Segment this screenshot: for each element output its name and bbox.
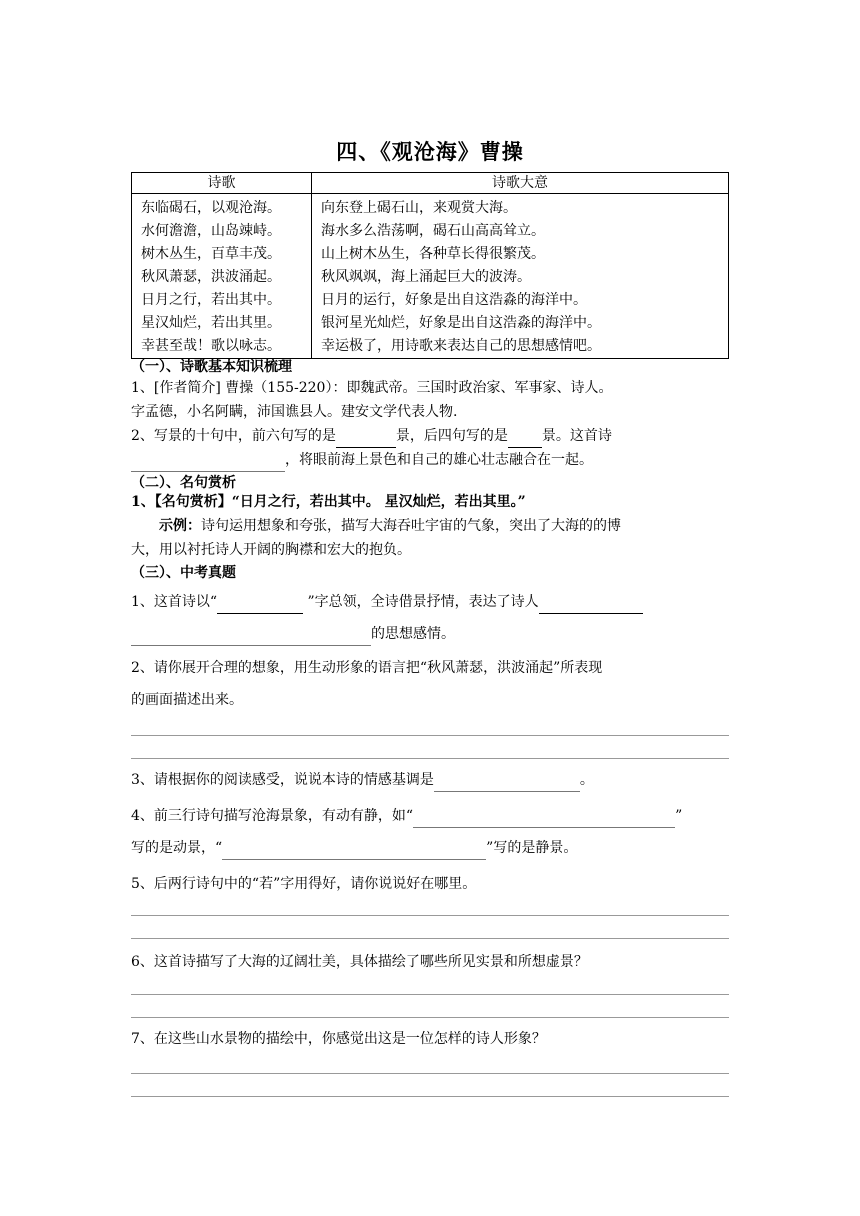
column-header-meaning: 诗歌大意 bbox=[312, 173, 729, 194]
question-scenery-cont bbox=[131, 448, 729, 472]
answer-blank[interactable] bbox=[131, 627, 371, 646]
section-heading-exam: （三）、中考真题 bbox=[131, 565, 236, 581]
answer-line[interactable] bbox=[131, 915, 729, 916]
section-heading-famous-lines: （二）、名句赏析 bbox=[131, 475, 236, 491]
question-label: 1、【名句赏析】 bbox=[131, 494, 232, 510]
meaning-line: 银河星光灿烂，好象是出自这浩淼的海洋中。 bbox=[312, 312, 729, 335]
famous-quote: “日月之行，若出其中。 星汉灿烂，若出其里。” bbox=[231, 494, 526, 510]
table-row bbox=[132, 335, 729, 359]
question-text: 2、写景的十句中，前六句写的是 bbox=[131, 428, 336, 444]
meaning-line: 海水多么浩荡啊，碣石山高高耸立。 bbox=[312, 220, 729, 243]
question-text: 的思想感情。 bbox=[371, 626, 455, 642]
answer-blank[interactable] bbox=[131, 453, 285, 472]
exam-question-1 bbox=[131, 590, 729, 614]
meaning-line: 向东登上碣石山，来观赏大海。 bbox=[312, 194, 729, 221]
question-text: ”写的是静景。 bbox=[486, 840, 578, 856]
table-row bbox=[132, 312, 729, 335]
author-intro-line-1: 1、[作者简介] 曹操（155-220）：即魏武帝。三国时政治家、军事家、诗人。 bbox=[131, 380, 613, 396]
question-scenery bbox=[131, 424, 729, 448]
answer-line[interactable] bbox=[131, 735, 729, 736]
example-label: 示例： bbox=[159, 518, 201, 534]
meaning-line: 日月的运行，好象是出自这浩淼的海洋中。 bbox=[312, 289, 729, 312]
table-row bbox=[132, 194, 729, 221]
question-text: ” bbox=[675, 808, 683, 824]
answer-blank[interactable] bbox=[336, 429, 396, 448]
answer-line[interactable] bbox=[131, 938, 729, 939]
question-text: 3、请根据你的阅读感受，说说本诗的情感基调是 bbox=[131, 772, 434, 788]
meaning-line: 幸运极了，用诗歌来表达自己的思想感情吧。 bbox=[312, 335, 729, 359]
question-text: 。 bbox=[579, 772, 594, 788]
answer-blank[interactable] bbox=[539, 595, 643, 614]
question-text: 写的是动景，“ bbox=[131, 840, 223, 856]
answer-blank[interactable] bbox=[217, 595, 303, 614]
answer-line[interactable] bbox=[131, 1073, 729, 1074]
answer-blank[interactable] bbox=[413, 809, 675, 828]
table-row bbox=[132, 266, 729, 289]
exam-question-4 bbox=[131, 804, 729, 828]
question-text: 景。这首诗 bbox=[541, 428, 612, 444]
table-row bbox=[132, 289, 729, 312]
answer-line[interactable] bbox=[131, 994, 729, 995]
answer-line[interactable] bbox=[131, 1017, 729, 1018]
exam-question-2-line-2: 的画面描述出来。 bbox=[131, 692, 243, 708]
famous-line-question bbox=[131, 490, 729, 514]
example-text: 诗句运用想象和夸张，描写大海吞吐宇宙的气象，突出了大海的的博 bbox=[201, 518, 621, 534]
exam-question-5: 5、后两行诗句中的“若”字用得好，请你说说好在哪里。 bbox=[131, 876, 477, 892]
answer-blank[interactable] bbox=[508, 429, 542, 448]
question-text: 景，后四句写的是 bbox=[395, 428, 508, 444]
exam-question-2-line-1: 2、请你展开合理的想象，用生动形象的语言把“秋风萧瑟，洪波涌起”所表现 bbox=[131, 660, 603, 676]
answer-line[interactable] bbox=[131, 1096, 729, 1097]
exam-question-3 bbox=[131, 768, 729, 792]
exam-question-1-cont bbox=[131, 622, 729, 646]
poem-line: 秋风萧瑟，洪波涌起。 bbox=[132, 266, 312, 289]
example-line-1 bbox=[131, 514, 729, 538]
poem-line: 水何澹澹，山岛竦峙。 bbox=[132, 220, 312, 243]
exam-question-4-cont bbox=[131, 836, 729, 860]
poem-line: 幸甚至哉！歌以咏志。 bbox=[132, 335, 312, 359]
column-header-poem: 诗歌 bbox=[132, 173, 312, 194]
question-text: ，将眼前海上景色和自己的雄心壮志融合在一起。 bbox=[285, 452, 593, 468]
question-text: 4、前三行诗句描写沧海景象，有动有静，如“ bbox=[131, 808, 414, 824]
example-line-2: 大，用以衬托诗人开阔的胸襟和宏大的抱负。 bbox=[131, 542, 411, 558]
page-title: 四、《观沧海》曹操 bbox=[336, 139, 524, 164]
poem-line: 星汉灿烂，若出其里。 bbox=[132, 312, 312, 335]
section-heading-basics: （一）、诗歌基本知识梳理 bbox=[131, 359, 292, 375]
table-header-row bbox=[132, 173, 729, 194]
exam-question-7: 7、在这些山水景物的描绘中，你感觉出这是一位怎样的诗人形象？ bbox=[131, 1031, 546, 1047]
table-row bbox=[132, 243, 729, 266]
question-text: 1、这首诗以“ bbox=[131, 594, 218, 610]
answer-blank[interactable] bbox=[222, 841, 486, 860]
question-text: ”字总领，全诗借景抒情，表达了诗人 bbox=[303, 594, 539, 610]
poem-line: 东临碣石，以观沧海。 bbox=[132, 194, 312, 221]
author-intro-line-2: 字孟德，小名阿瞒，沛国谯县人。建安文学代表人物. bbox=[131, 404, 458, 420]
poem-line: 树木丛生，百草丰茂。 bbox=[132, 243, 312, 266]
answer-blank[interactable] bbox=[434, 773, 580, 792]
exam-question-6: 6、这首诗描写了大海的辽阔壮美，具体描绘了哪些所见实景和所想虚景？ bbox=[131, 954, 588, 970]
poem-table bbox=[131, 172, 729, 359]
poem-line: 日月之行，若出其中。 bbox=[132, 289, 312, 312]
answer-line[interactable] bbox=[131, 758, 729, 759]
table-row bbox=[132, 220, 729, 243]
meaning-line: 山上树木丛生，各种草长得很繁茂。 bbox=[312, 243, 729, 266]
meaning-line: 秋风飒飒，海上涌起巨大的波涛。 bbox=[312, 266, 729, 289]
